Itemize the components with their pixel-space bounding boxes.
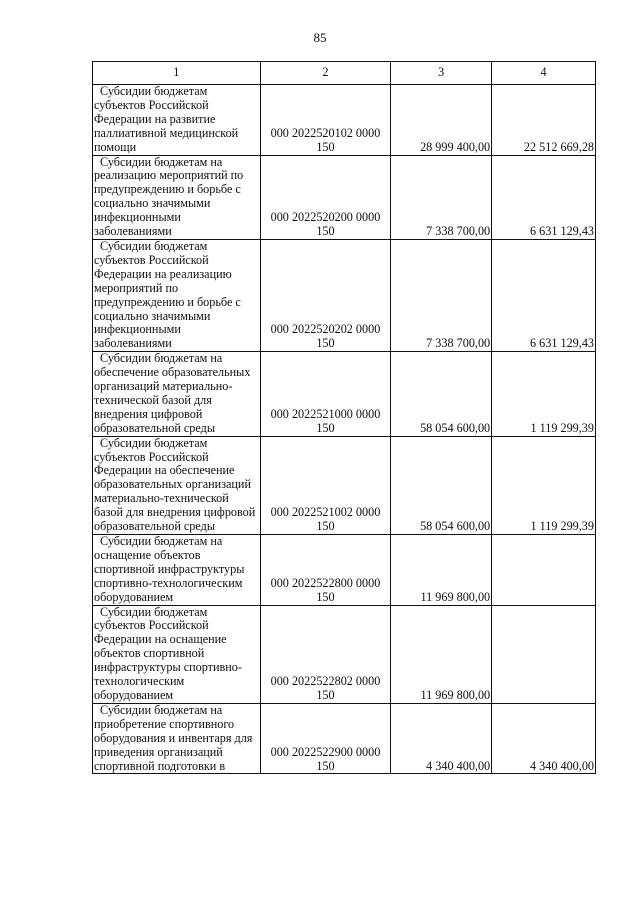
table-row	[93, 605, 596, 703]
row-value-col4	[492, 605, 596, 703]
row-value-col4	[492, 535, 596, 606]
table-header-row	[93, 62, 596, 85]
row-code-cell	[260, 85, 391, 156]
row-name: Субсидии бюджетам на реализацию мероприятий по предупреждению и борьбе с социально значимыми инфекционными заболеваниями	[94, 154, 244, 239]
row-value-col4: 6 631 129,43	[492, 239, 596, 351]
table-row	[93, 535, 596, 606]
column-header: 4	[492, 62, 596, 85]
row-value-col3: 7 338 700,00	[391, 155, 492, 239]
row-code-line2: 150	[316, 336, 335, 351]
row-value-col4: 22 512 669,28	[492, 85, 596, 156]
row-value-col3: 58 054 600,00	[391, 436, 492, 534]
row-code-line1: 000 2022521000 0000	[270, 406, 381, 421]
row-value-col3: 11 969 800,00	[391, 605, 492, 703]
row-name: Субсидии бюджетам субъектов Российской Федерации на обеспечение образовательных организаций материально-технической базой для внедрения цифровой образовательной среды	[94, 435, 256, 534]
row-code-line2: 150	[316, 687, 335, 702]
table-row	[93, 436, 596, 534]
row-code-cell	[260, 352, 391, 436]
table-row	[93, 239, 596, 351]
page-number: 85	[313, 30, 327, 45]
row-name: Субсидии бюджетам субъектов Российской Федерации на оснащение объектов спортивной инфраструктуры спортивно-технологическим оборудованием	[94, 604, 242, 702]
row-value-col3: 28 999 400,00	[391, 85, 492, 156]
row-code-line2: 150	[316, 224, 335, 239]
row-code-line2: 150	[316, 420, 335, 435]
row-name: Субсидии бюджетам субъектов Российской Федерации на развитие паллиативной медицинской помощи	[94, 84, 239, 154]
table-row	[93, 352, 596, 436]
row-code-cell	[260, 703, 391, 774]
row-name-cell	[93, 535, 261, 606]
row-name-cell	[93, 85, 261, 156]
row-code-line2: 150	[316, 519, 335, 534]
row-code-line1: 000 2022522900 0000	[270, 744, 381, 759]
row-value-col4: 1 119 299,39	[492, 352, 596, 436]
row-code-cell	[260, 436, 391, 534]
table-row	[93, 155, 596, 239]
row-name-cell	[93, 155, 261, 239]
row-code-cell	[260, 239, 391, 351]
row-code-line1: 000 2022520202 0000	[270, 322, 381, 337]
table-row	[93, 703, 596, 774]
row-code-cell	[260, 155, 391, 239]
row-code-line1: 000 2022520102 0000	[270, 125, 381, 140]
row-name-cell	[93, 436, 261, 534]
table-row	[93, 85, 596, 156]
row-value-col3: 58 054 600,00	[391, 352, 492, 436]
row-value-col3: 4 340 400,00	[391, 703, 492, 774]
row-value-col4: 1 119 299,39	[492, 436, 596, 534]
row-code-line1: 000 2022520200 0000	[270, 210, 381, 225]
row-value-col4: 6 631 129,43	[492, 155, 596, 239]
row-name: Субсидии бюджетам на приобретение спортивного оборудования и инвентаря для приведения организаций спортивной подготовки в	[94, 702, 253, 773]
row-code-line1: 000 2022522802 0000	[270, 674, 381, 689]
row-name-cell	[93, 352, 261, 436]
budget-table	[92, 61, 596, 774]
row-code-line1: 000 2022521002 0000	[270, 505, 381, 520]
row-code-line2: 150	[316, 758, 335, 773]
column-header: 2	[260, 62, 391, 85]
row-code-line1: 000 2022522800 0000	[270, 575, 381, 590]
row-value-col3: 11 969 800,00	[391, 535, 492, 606]
column-header: 1	[93, 62, 261, 85]
row-name: Субсидии бюджетам на обеспечение образовательных организаций материально-технической базой для внедрения цифровой образовательной среды	[94, 351, 251, 435]
row-name-cell	[93, 605, 261, 703]
row-code-line2: 150	[316, 139, 335, 154]
row-name-cell	[93, 239, 261, 351]
row-name-cell	[93, 703, 261, 774]
column-header: 3	[391, 62, 492, 85]
row-value-col4: 4 340 400,00	[492, 703, 596, 774]
row-value-col3: 7 338 700,00	[391, 239, 492, 351]
row-name: Субсидии бюджетам субъектов Российской Федерации на реализацию мероприятий по предупреждению и борьбе с социально значимыми инфекционными заболеваниями	[94, 238, 241, 351]
row-name: Субсидии бюджетам на оснащение объектов спортивной инфраструктуры спортивно-технологическим оборудованием	[94, 534, 245, 604]
row-code-cell	[260, 605, 391, 703]
row-code-cell	[260, 535, 391, 606]
row-code-line2: 150	[316, 589, 335, 604]
